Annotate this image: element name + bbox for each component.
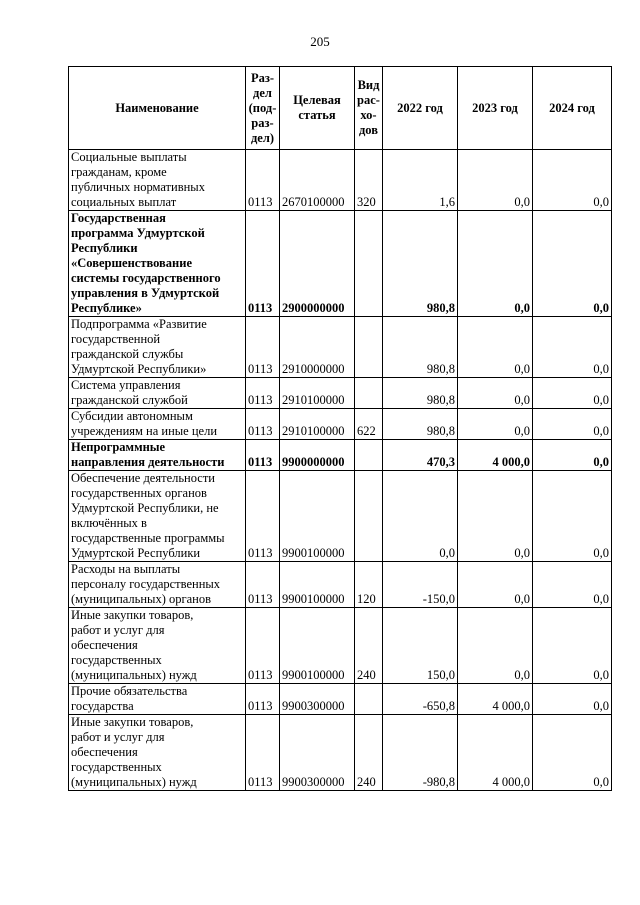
row-kind: 240 [355,715,383,791]
row-target: 9900100000 [280,562,355,608]
row-2023: 0,0 [458,409,533,440]
row-name-line: обеспечения [71,745,138,759]
row-kind [355,440,383,471]
table-row [69,150,612,211]
row-name-line: государства [71,699,134,713]
table-row [69,715,612,791]
row-name-line: Республике» [71,301,142,315]
row-name-line: Иные закупки товаров, [71,715,194,729]
row-2022: 980,8 [383,409,458,440]
header-line: Раз- [250,70,275,85]
row-2022: -150,0 [383,562,458,608]
row-section: 0113 [246,684,280,715]
row-target: 9900300000 [280,715,355,791]
row-2022: 150,0 [383,608,458,684]
row-name-line: публичных нормативных [71,180,205,194]
row-target: 2910100000 [280,409,355,440]
row-name-line: Подпрограмма «Развитие [71,317,207,331]
row-kind: 240 [355,608,383,684]
row-kind [355,211,383,317]
row-2022: 980,8 [383,378,458,409]
page-number: 205 [310,34,330,49]
budget-table [68,66,612,791]
header-line: рас- [357,93,380,107]
row-name [69,440,246,471]
row-name-line: Удмуртской Республики, не [71,501,219,515]
row-name-line: работ и услуг для [71,623,165,637]
row-name-line: Удмуртской Республики [71,546,201,560]
row-target: 2670100000 [280,150,355,211]
row-section: 0113 [246,317,280,378]
row-2022: -650,8 [383,684,458,715]
row-section: 0113 [246,562,280,608]
header-section [246,67,280,150]
row-2024: 0,0 [533,715,612,791]
row-2024: 0,0 [533,471,612,562]
row-2023: 0,0 [458,317,533,378]
row-kind: 320 [355,150,383,211]
row-name-line: включённых в [71,516,147,530]
row-kind [355,378,383,409]
row-section: 0113 [246,715,280,791]
header-kind [355,67,383,150]
row-name-line: Непрограммные [71,440,166,454]
row-name-line: Обеспечение деятельности [71,471,216,485]
row-name-line: системы государственного [71,271,221,285]
row-name-line: (муниципальных) органов [71,592,212,606]
row-name-line: государственных [71,653,162,667]
row-2024: 0,0 [533,317,612,378]
row-name-line: государственных органов [71,486,207,500]
row-name [69,211,246,317]
row-name-line: обеспечения [71,638,138,652]
header-line: хо- [360,108,377,122]
header-row [69,67,612,150]
row-2023: 4 000,0 [458,715,533,791]
row-target: 9900100000 [280,471,355,562]
row-name-line: гражданам, кроме [71,165,167,179]
header-line: раз- [251,115,274,130]
row-name-line: работ и услуг для [71,730,165,744]
row-2022: 470,3 [383,440,458,471]
row-name-line: гражданской службой [71,393,188,407]
header-line: дел [253,85,272,100]
row-2022: 0,0 [383,471,458,562]
row-2023: 0,0 [458,608,533,684]
row-name-line: Социальные выплаты [71,150,187,164]
row-target: 2900000000 [280,211,355,317]
table-row [69,471,612,562]
row-2024: 0,0 [533,378,612,409]
row-name [69,409,246,440]
row-name-line: Прочие обязательства [71,684,188,698]
row-name-line: Система управления [71,378,181,392]
table-row [69,409,612,440]
row-name-line: Расходы на выплаты [71,562,181,576]
table-body [69,150,612,791]
table-row [69,378,612,409]
header-2022: 2022 год [383,67,458,150]
header-line: дел) [250,130,275,145]
row-2022: 980,8 [383,211,458,317]
table-row [69,608,612,684]
table-row [69,440,612,471]
row-name-line: Субсидии автономным [71,409,193,423]
row-name-line: учреждениям на иные цели [71,424,218,438]
row-section: 0113 [246,150,280,211]
header-2024: 2024 год [533,67,612,150]
row-2022: 980,8 [383,317,458,378]
row-2024: 0,0 [533,211,612,317]
header-name: Наименование [69,67,246,150]
table-row [69,684,612,715]
row-kind [355,317,383,378]
row-2023: 0,0 [458,150,533,211]
row-kind: 622 [355,409,383,440]
row-name-line: Иные закупки товаров, [71,608,194,622]
header-line: Вид [357,78,380,92]
row-section: 0113 [246,378,280,409]
row-2024: 0,0 [533,409,612,440]
row-2024: 0,0 [533,608,612,684]
row-name-line: социальных выплат [71,195,177,209]
row-2023: 0,0 [458,378,533,409]
row-target: 9900100000 [280,608,355,684]
row-2024: 0,0 [533,440,612,471]
row-target: 9900000000 [280,440,355,471]
row-name [69,317,246,378]
header-line: Целевая [293,93,341,107]
row-name-line: (муниципальных) нужд [71,668,197,682]
row-2023: 4 000,0 [458,440,533,471]
row-name-line: государственных [71,760,162,774]
row-name-line: (муниципальных) нужд [71,775,197,789]
row-2023: 4 000,0 [458,684,533,715]
row-2022: -980,8 [383,715,458,791]
row-name-line: государственные программы [71,531,225,545]
row-name-line: направления деятельности [71,455,225,469]
row-name [69,562,246,608]
row-name-line: Государственная [71,211,166,225]
row-name-line: государственной [71,332,161,346]
table-row [69,211,612,317]
row-name-line: Удмуртской Республики» [71,362,207,376]
row-kind: 120 [355,562,383,608]
table-row [69,562,612,608]
row-section: 0113 [246,409,280,440]
header-2023: 2023 год [458,67,533,150]
row-name [69,608,246,684]
row-2022: 1,6 [383,150,458,211]
row-section: 0113 [246,211,280,317]
row-target: 2910100000 [280,378,355,409]
table-row [69,317,612,378]
row-name [69,471,246,562]
row-kind [355,471,383,562]
row-name [69,684,246,715]
row-name-line: управления в Удмуртской [71,286,220,300]
row-name [69,378,246,409]
header-target [280,67,355,150]
row-2023: 0,0 [458,211,533,317]
row-2024: 0,0 [533,562,612,608]
row-2023: 0,0 [458,562,533,608]
row-name-line: персоналу государственных [71,577,221,591]
row-target: 2910000000 [280,317,355,378]
row-name-line: гражданской службы [71,347,184,361]
row-2023: 0,0 [458,471,533,562]
row-section: 0113 [246,471,280,562]
row-2024: 0,0 [533,150,612,211]
row-name [69,715,246,791]
row-name-line: Республики [71,241,138,255]
row-name [69,150,246,211]
header-line: статья [298,108,336,122]
row-kind [355,684,383,715]
header-line: (под- [248,100,277,115]
row-name-line: программа Удмуртской [71,226,205,240]
header-line: дов [358,123,378,137]
row-2024: 0,0 [533,684,612,715]
row-section: 0113 [246,440,280,471]
row-section: 0113 [246,608,280,684]
row-name-line: «Совершенствование [71,256,193,270]
row-target: 9900300000 [280,684,355,715]
